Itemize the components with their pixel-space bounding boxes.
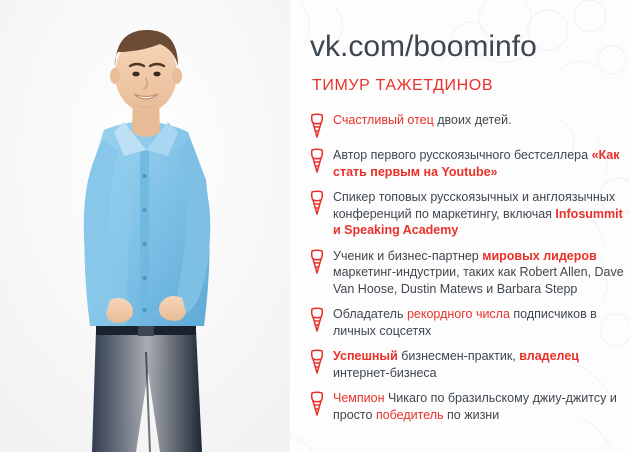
list-item-text: Спикер топовых русскоязычных и англоязычных конференций по маркетингу, включая Infosummit и Speaking Academy xyxy=(333,190,623,237)
subtitle-name: ТИМУР ТАЖЕТДИНОВ xyxy=(312,77,494,94)
ice-cream-cone-icon xyxy=(306,113,328,139)
ice-cream-cone-icon xyxy=(306,307,328,333)
page-title: vk.com/boominfo xyxy=(310,30,537,63)
list-item xyxy=(306,248,630,298)
list-item xyxy=(306,390,630,423)
list-item xyxy=(306,306,630,339)
list-item-text: Обладатель рекордного числа подписчиков в личных соцсетях xyxy=(333,307,597,338)
list-item-text: Автор первого русскоязычного бестселлера «Как стать первым на Youtube» xyxy=(333,148,620,179)
ice-cream-cone-icon xyxy=(306,190,328,216)
list-item xyxy=(306,189,630,239)
ice-cream-cone-icon xyxy=(306,391,328,417)
ice-cream-cone-icon xyxy=(306,249,328,275)
list-item xyxy=(306,348,630,381)
list-item xyxy=(306,112,630,138)
list-item-text: Счастливый отец двоих детей. xyxy=(333,113,512,127)
text-column xyxy=(296,0,630,452)
list-item-text: Чемпион Чикаго по бразильскому джиу-джитсу и просто победитель по жизни xyxy=(333,391,617,422)
bullet-list xyxy=(306,112,630,432)
speaker-photo-illustration xyxy=(0,0,290,452)
list-item-text: Ученик и бизнес-партнер мировых лидеров маркетинг-индустрии, таких как Robert Allen, Dave Van Hoose, Dustin Matews и Barbara Stepp xyxy=(333,248,624,296)
list-item-text: Успешный бизнесмен-практик, владелец интернет-бизнеса xyxy=(333,349,579,380)
list-item xyxy=(306,147,630,180)
ice-cream-cone-icon xyxy=(306,349,328,375)
speaker-photo xyxy=(0,0,290,452)
ice-cream-cone-icon xyxy=(306,148,328,174)
